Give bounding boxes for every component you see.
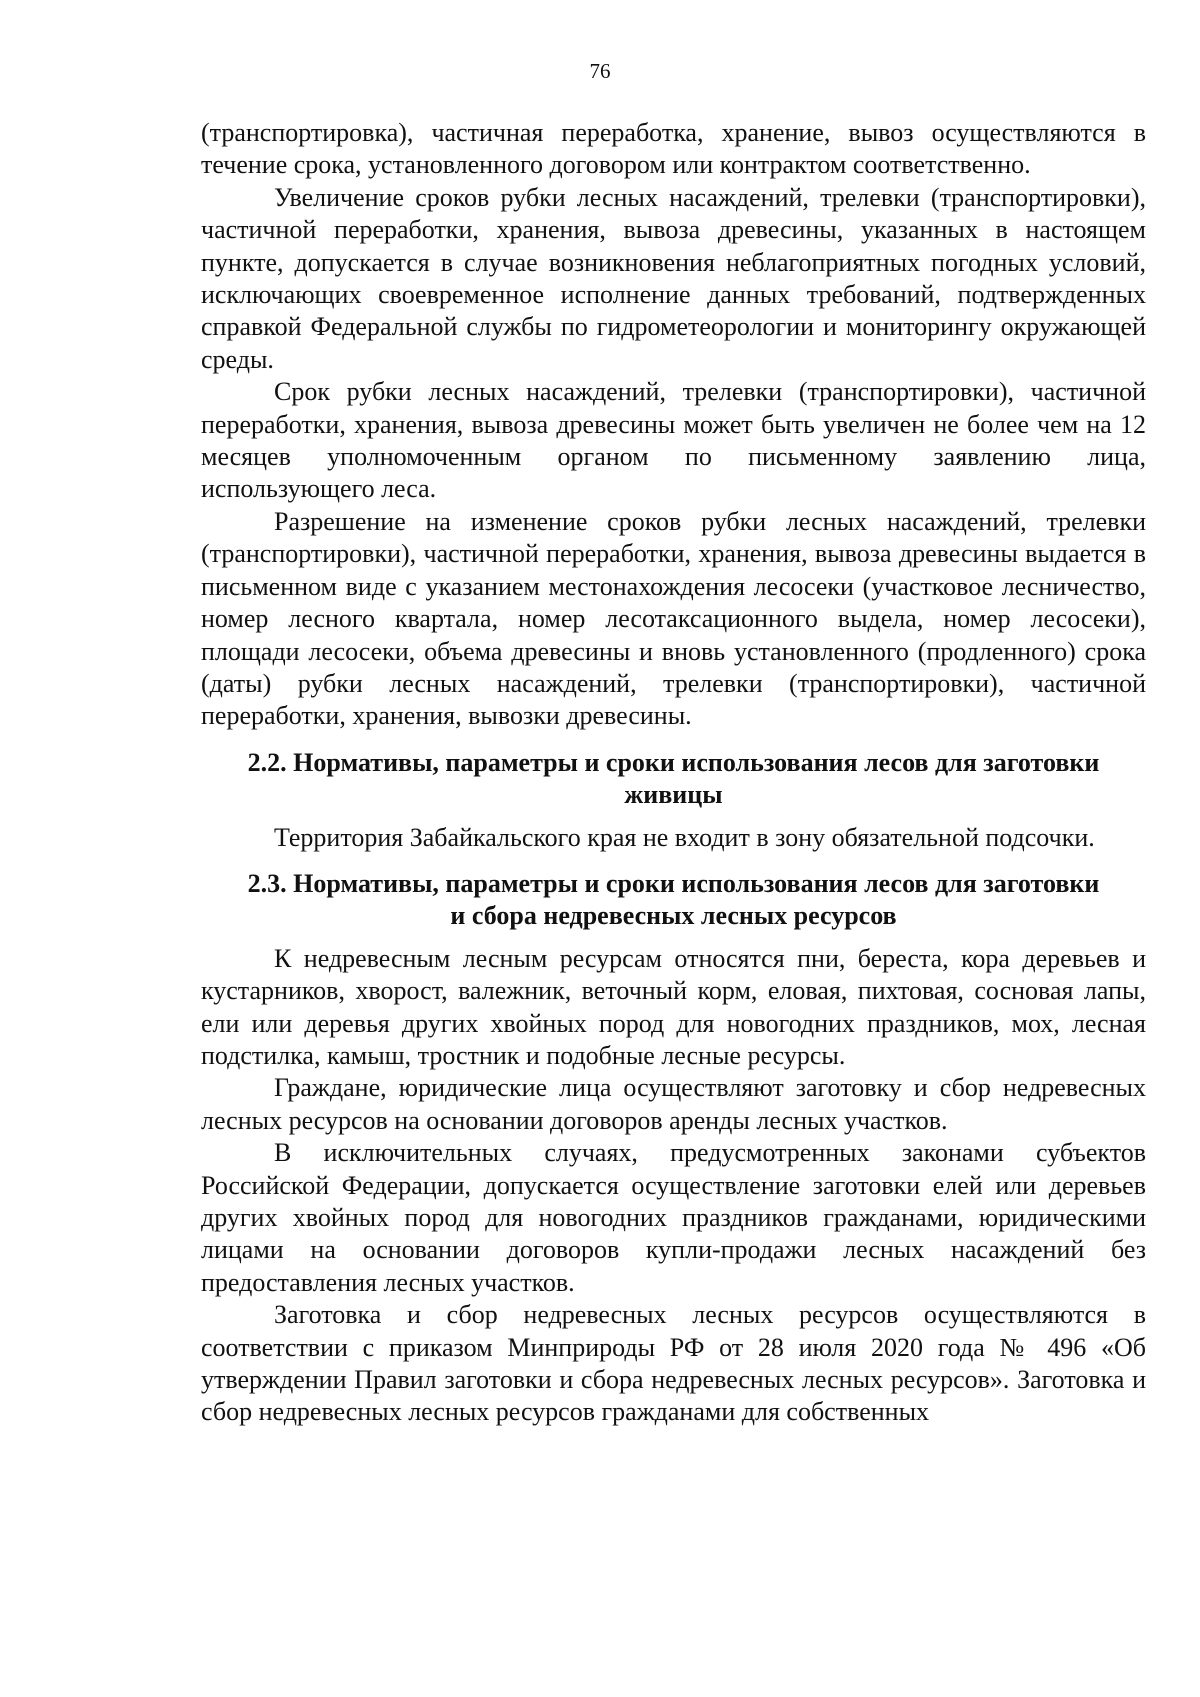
page-body — [201, 117, 1146, 1429]
section-heading-2-3-line1: 2.3. Нормативы, параметры и сроки использования лесов для заготовки — [247, 868, 1100, 898]
paragraph-permission-issuance: Разрешение на изменение сроков рубки лесных насаждений, трелевки (транспортировки), частичной переработки, хранения, вывоза древесины выдается в письменном виде с указанием местонахождения лесосеки (участковое лесничество, номер лесного квартала, номер лесотаксационного выдела, номер лесосеки), площади лесосеки, объема древесины и вновь установленного (продленного) срока (даты) рубки лесных насаждений, трелевки (транспортировки), частичной переработки, хранения, вывозки древесины. — [201, 506, 1146, 731]
paragraph-continuation: (транспортировка), частичная переработка, хранение, вывоз осуществляются в течение срока, установленного договором или контрактом соответственно. — [201, 118, 1146, 180]
paragraph-harvesting-order: Заготовка и сбор недревесных лесных ресурсов осуществляются в соответствии с приказом Минприроды РФ от 28 июля 2020 года № 496 «Об утверждении Правил заготовки и сбора недревесных лесных ресурсов». Заготовка и сбор недревесных лесных ресурсов гражданами для собственных — [201, 1300, 1146, 1427]
section-heading-2-3 — [201, 868, 1146, 933]
paragraph-extension-conditions: Увеличение сроков рубки лесных насаждений, трелевки (транспортировки), частичной переработки, хранения, вывоза древесины, указанных в настоящем пункте, допускается в случае возникновения неблагоприятных погодных условий, исключающих своевременное исполнение данных требований, подтвержденных справкой Федеральной службы по гидрометеорологии и мониторингу окружающей среды. — [201, 182, 1146, 374]
paragraph-citizens-legal-entities: Граждане, юридические лица осуществляют заготовку и сбор недревесных лесных ресурсов на основании договоров аренды лесных участков. — [201, 1073, 1146, 1135]
paragraph-term-extension: Срок рубки лесных насаждений, трелевки (транспортировки), частичной переработки, хранения, вывоза древесины может быть увеличен не более чем на 12 месяцев уполномоченным органом по письменному заявлению лица, использующего леса. — [201, 377, 1146, 504]
section-heading-2-2-line1: 2.2. Нормативы, параметры и сроки использования лесов для заготовки — [247, 747, 1100, 777]
section-heading-2-3-line2: и сбора недревесных лесных ресурсов — [450, 901, 897, 931]
paragraph-resin-territory: Территория Забайкальского края не входит в зону обязательной подсочки. — [274, 822, 1095, 852]
paragraph-exceptional-cases: В исключительных случаях, предусмотренных законами субъектов Российской Федерации, допускается осуществление заготовки елей или деревьев других хвойных пород для новогодних праздников гражданами, юридическими лицами на основании договоров купли-продажи лесных насаждений без предоставления лесных участков. — [201, 1138, 1146, 1297]
paragraph-non-wood-resources: К недревесным лесным ресурсам относятся пни, береста, кора деревьев и кустарников, хворост, валежник, веточный корм, еловая, пихтовая, сосновая лапы, ели или деревья других хвойных пород для новогодних праздников, мох, лесная подстилка, камыш, тростник и подобные лесные ресурсы. — [201, 943, 1146, 1070]
section-heading-2-2 — [201, 747, 1146, 812]
section-heading-2-2-line2: живицы — [624, 780, 723, 810]
page-number: 76 — [589, 59, 611, 83]
